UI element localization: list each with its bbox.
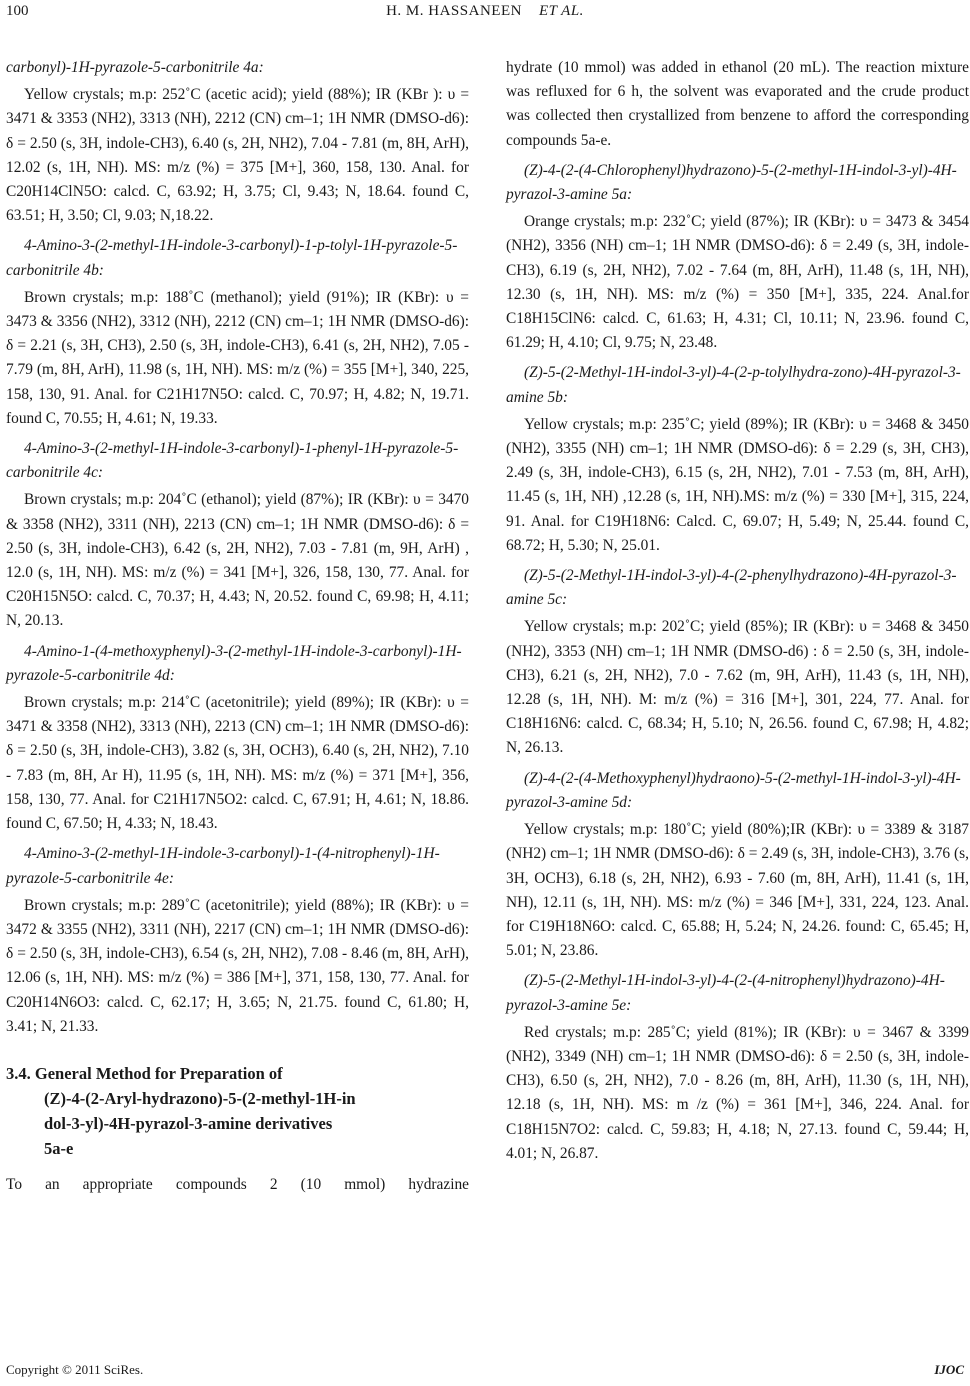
compound-title-5a: (Z)-4-(2-(4-Chlorophenyl)hydrazono)-5-(2-methyl-1H-indol-3-yl)-4H-pyrazol-3-amine 5a: [506, 161, 957, 204]
compound-title-4a-tail: carbonyl)-1H-pyrazole-5-carbonitrile 4a: [6, 59, 264, 76]
compound-data-5b: Yellow crystals; m.p: 235˚C; yield (89%); IR (KBr): υ = 3468 & 3450 (NH2), 3355 (NH) cm–1; 1H NMR (DMSO-d6): δ = 2.29 (s, 3H, CH3), 2.49 (s, 3H, indole-CH3), 6.15 (s, 2H, NH2), 7.01 - 7.53 (m, 8H, ArH), 11.45 (s, 1H, NH) ,12.28 (s, 1H, NH).MS: m/z (%) = 330 [M+], 315, 224, 91. Anal. for C19H18N6: Calcd. C, 69.07; H, 5.49; N, 25.44. found C, 68.72; H, 5.30; N, 25.01. [506, 415, 969, 554]
compound-data-4e: Brown crystals; m.p: 289˚C (acetonitrile); yield (88%); IR (KBr): υ = 3472 & 3355 (NH2), 3311 (NH), 2217 (CN) cm–1; 1H NMR (DMSO-d6): δ = 2.50 (s, 3H, indole-CH3), 6.54 (s, 2H, NH2), 7.08 - 8.46 (m, 8H, ArH), 12.06 (s, 1H, NH). MS: m/z (%) = 386 [M+], 371, 158, 130, 77. Anal. for C20H14N6O3: calcd. C, 62.17; H, 3.65; N, 21.75. found C, 61.80; H, 3.41; N, 21.33. [6, 896, 469, 1035]
compound-data-4c: Brown crystals; m.p: 204˚C (ethanol); yield (87%); IR (KBr): υ = 3470 & 3358 (NH2), 3311 (NH), 2213 (CN) cm–1; 1H NMR (DMSO-d6): δ = 2.50 (s, 3H, indole-CH3), 6.42 (s, 2H, NH2), 7.03 - 7.81 (m, 9H, ArH) , 12.0 (s, 1H, NH). MS: m/z (%) = 341 [M+], 326, 158, 130, 77. Anal. for C20H15N5O: calcd. C, 70.37; H, 4.43; N, 20.52. found C, 69.98; H, 4.11; N, 20.13. [6, 491, 469, 630]
method-paragraph-continued: hydrate (10 mmol) was added in ethanol (20 mL). The reaction mixture was refluxed for 6 h, the solvent was evaporated and the crude product was collected then crystallized from benzene to afford the corresponding compounds 5a-e. [506, 59, 969, 149]
right-column [506, 56, 969, 1166]
method-paragraph-start: To an appropriate compounds 2 (10 mmol) hydrazine [6, 1175, 469, 1193]
compound-data-5c: Yellow crystals; m.p: 202˚C; yield (85%); IR (KBr): υ = 3468 & 3450 (NH2), 3353 (NH) cm–1; 1H NMR (DMSO-d6) : δ = 2.50 (s, 3H, indole-CH3), 6.21 (s, 2H, NH2), 7.0 - 7.62 (m, 9H, ArH), 11.43 (s, 1H, NH), 12.28 (s, 1H, NH). M: m/z (%) = 316 [M+], 301, 224, 77. Anal. for C18H16N6: calcd. C, 68.34; H, 5.10; N, 26.56. found C, 67.98; H, 4.82; N, 26.13. [506, 618, 969, 757]
compound-data-4d: Brown crystals; m.p: 214˚C (acetonitrile); yield (89%); IR (KBr): υ = 3471 & 3358 (NH2), 3313 (NH), 2213 (CN) cm–1; 1H NMR (DMSO-d6): δ = 2.50 (s, 3H, indole-CH3), 3.82 (s, 3H, OCH3), 6.40 (s, 2H, NH2), 7.10 - 7.83 (m, 8H, Ar H), 11.95 (s, 1H, NH). MS: m/z (%) = 371 [M+], 356, 158, 130, 77. Anal. for C21H17N5O2: calcd. C, 67.91; H, 4.61; N, 18.86. found C, 67.50; H, 4.33; N, 18.43. [6, 694, 469, 833]
section-heading-3-4 [6, 1061, 469, 1161]
page-footer [6, 1362, 964, 1382]
compound-title-4d: 4-Amino-1-(4-methoxyphenyl)-3-(2-methyl-1H-indole-3-carbonyl)-1H-pyrazole-5-carbonitrile 4d: [6, 642, 462, 684]
compound-data-5d: Yellow crystals; m.p: 180˚C; yield (80%);IR (KBr): υ = 3389 & 3187 (NH2) cm–1; 1H NMR (DMSO-d6): δ = 2.49 (s, 3H, indole-CH3), 3.76 (s, 3H, OCH3), 6.18 (s, 2H, NH2), 6.93 - 7.60 (m, 8H, ArH), 11.41 (s, 1H, NH), 12.11 (s, 1H, NH). MS: m/z (%) = 346 [M+], 331, 224, 123. Anal. for C19H18N6O: calcd. C, 65.88; H, 5.24; N, 24.26. found: C, 65.45; H, 5.01; N, 23.86. [506, 821, 969, 960]
compound-title-4c: 4-Amino-3-(2-methyl-1H-indole-3-carbonyl)-1-phenyl-1H-pyrazole-5-carbonitrile 4c: [6, 440, 459, 482]
compound-data-4a: Yellow crystals; m.p: 252˚C (acetic acid); yield (88%); IR (KBr ): υ = 3471 & 3353 (NH2), 3313 (NH), 2212 (CN) cm–1; 1H NMR (DMSO-d6): δ = 2.50 (s, 3H, indole-CH3), 6.40 (s, 2H, NH2), 7.04 - 7.81 (m, 8H, ArH), 12.02 (s, 1H, NH). MS: m/z (%) = 375 [M+], 360, 158, 130. Anal. for C20H14ClN5O: calcd. C, 63.92; H, 3.75; Cl, 9.43; N, 18.64. found C, 63.51; H, 3.50; Cl, 9.03; N,18.22. [6, 86, 469, 225]
compound-data-5a: Orange crystals; m.p: 232˚C; yield (87%); IR (KBr): υ = 3473 & 3454 (NH2), 3356 (NH) cm–1; 1H NMR (DMSO-d6): δ = 2.49 (s, 3H, indole-CH3), 6.19 (s, 2H, NH2), 7.02 - 7.64 (m, 8H, ArH), 11.48 (s, 1H, NH), 12.30 (s, 1H, NH). MS: m/z (%) = 350 [M+], 335, 224. Anal.for C18H15ClN6: calcd. C, 61.63; H, 4.31; Cl, 10.11; N, 23.96. found C, 61.29; H, 4.10; Cl, 9.75; N, 23.48. [506, 213, 969, 352]
compound-title-4e: 4-Amino-3-(2-methyl-1H-indole-3-carbonyl)-1-(4-nitrophenyl)-1H-pyrazole-5-carbonitrile 4e: [6, 845, 440, 887]
compound-data-5e: Red crystals; m.p: 285˚C; yield (81%); IR (KBr): υ = 3467 & 3399 (NH2), 3349 (NH) cm–1; 1H NMR (DMSO-d6): δ = 2.50 (s, 3H, indole-CH3), 6.50 (s, 2H, NH2), 7.0 - 8.26 (m, 8H, ArH), 11.30 (s, 1H, NH), 12.18 (s, 1H, NH). MS: m /z (%) = 361 [M+], 346, 224. Anal. for C18H15N7O2: calcd. C, 59.83; H, 4.18; N, 27.13. found C, 59.44; H, 4.01; N, 26.87. [506, 1023, 969, 1162]
compound-data-4b: Brown crystals; m.p: 188˚C (methanol); yield (91%); IR (KBr): υ = 3473 & 3356 (NH2), 3312 (NH), 2212 (CN) cm–1; 1H NMR (DMSO-d6): δ = 2.21 (s, 3H, CH3), 2.50 (s, 3H, indole-CH3), 6.41 (s, 2H, NH2), 7.05 - 7.79 (m, 8H, ArH), 11.98 (s, 1H, NH). MS: m/z (%) = 355 [M+], 340, 225, 158, 130, 91. Anal. for C21H17N5O: calcd. C, 70.97; H, 4.82; N, 19.71. found C, 70.55; H, 4.61; N, 19.33. [6, 288, 469, 427]
compound-title-5e: (Z)-5-(2-Methyl-1H-indol-3-yl)-4-(2-(4-nitrophenyl)hydrazono)-4H-pyrazol-3-amine 5e: [506, 972, 945, 1014]
journal-abbreviation: IJOC [934, 1362, 964, 1377]
running-header [0, 0, 970, 26]
header-authors: H. M. HASSANEEN [386, 3, 522, 19]
compound-title-5c: (Z)-5-(2-Methyl-1H-indol-3-yl)-4-(2-phenylhydrazono)-4H-pyrazol-3-amine 5c: [506, 567, 957, 609]
section-heading-line-1: 3.4. General Method for Preparation of [6, 1063, 283, 1083]
section-heading-line-4: 5a-e [44, 1138, 74, 1158]
copyright-notice: Copyright © 2011 SciRes. [6, 1362, 144, 1377]
running-title [0, 3, 970, 20]
header-et-al: ET AL. [538, 3, 584, 19]
compound-title-5d: (Z)-4-(2-(4-Methoxyphenyl)hydraono)-5-(2-methyl-1H-indol-3-yl)-4H-pyrazol-3-amine 5d: [506, 769, 961, 811]
left-column [6, 56, 469, 1197]
compound-title-5b: (Z)-5-(2-Methyl-1H-indol-3-yl)-4-(2-p-tolylhydra-zono)-4H-pyrazol-3-amine 5b: [506, 364, 961, 406]
compound-title-4b: 4-Amino-3-(2-methyl-1H-indole-3-carbonyl)-1-p-tolyl-1H-pyrazole-5-carbonitrile 4b: [6, 237, 458, 279]
section-heading-line-3: dol-3-yl)-4H-pyrazol-3-amine derivatives [44, 1113, 333, 1133]
section-heading-line-2: (Z)-4-(2-Aryl-hydrazono)-5-(2-methyl-1H-in [44, 1088, 356, 1108]
page-number: 100 [6, 3, 29, 19]
